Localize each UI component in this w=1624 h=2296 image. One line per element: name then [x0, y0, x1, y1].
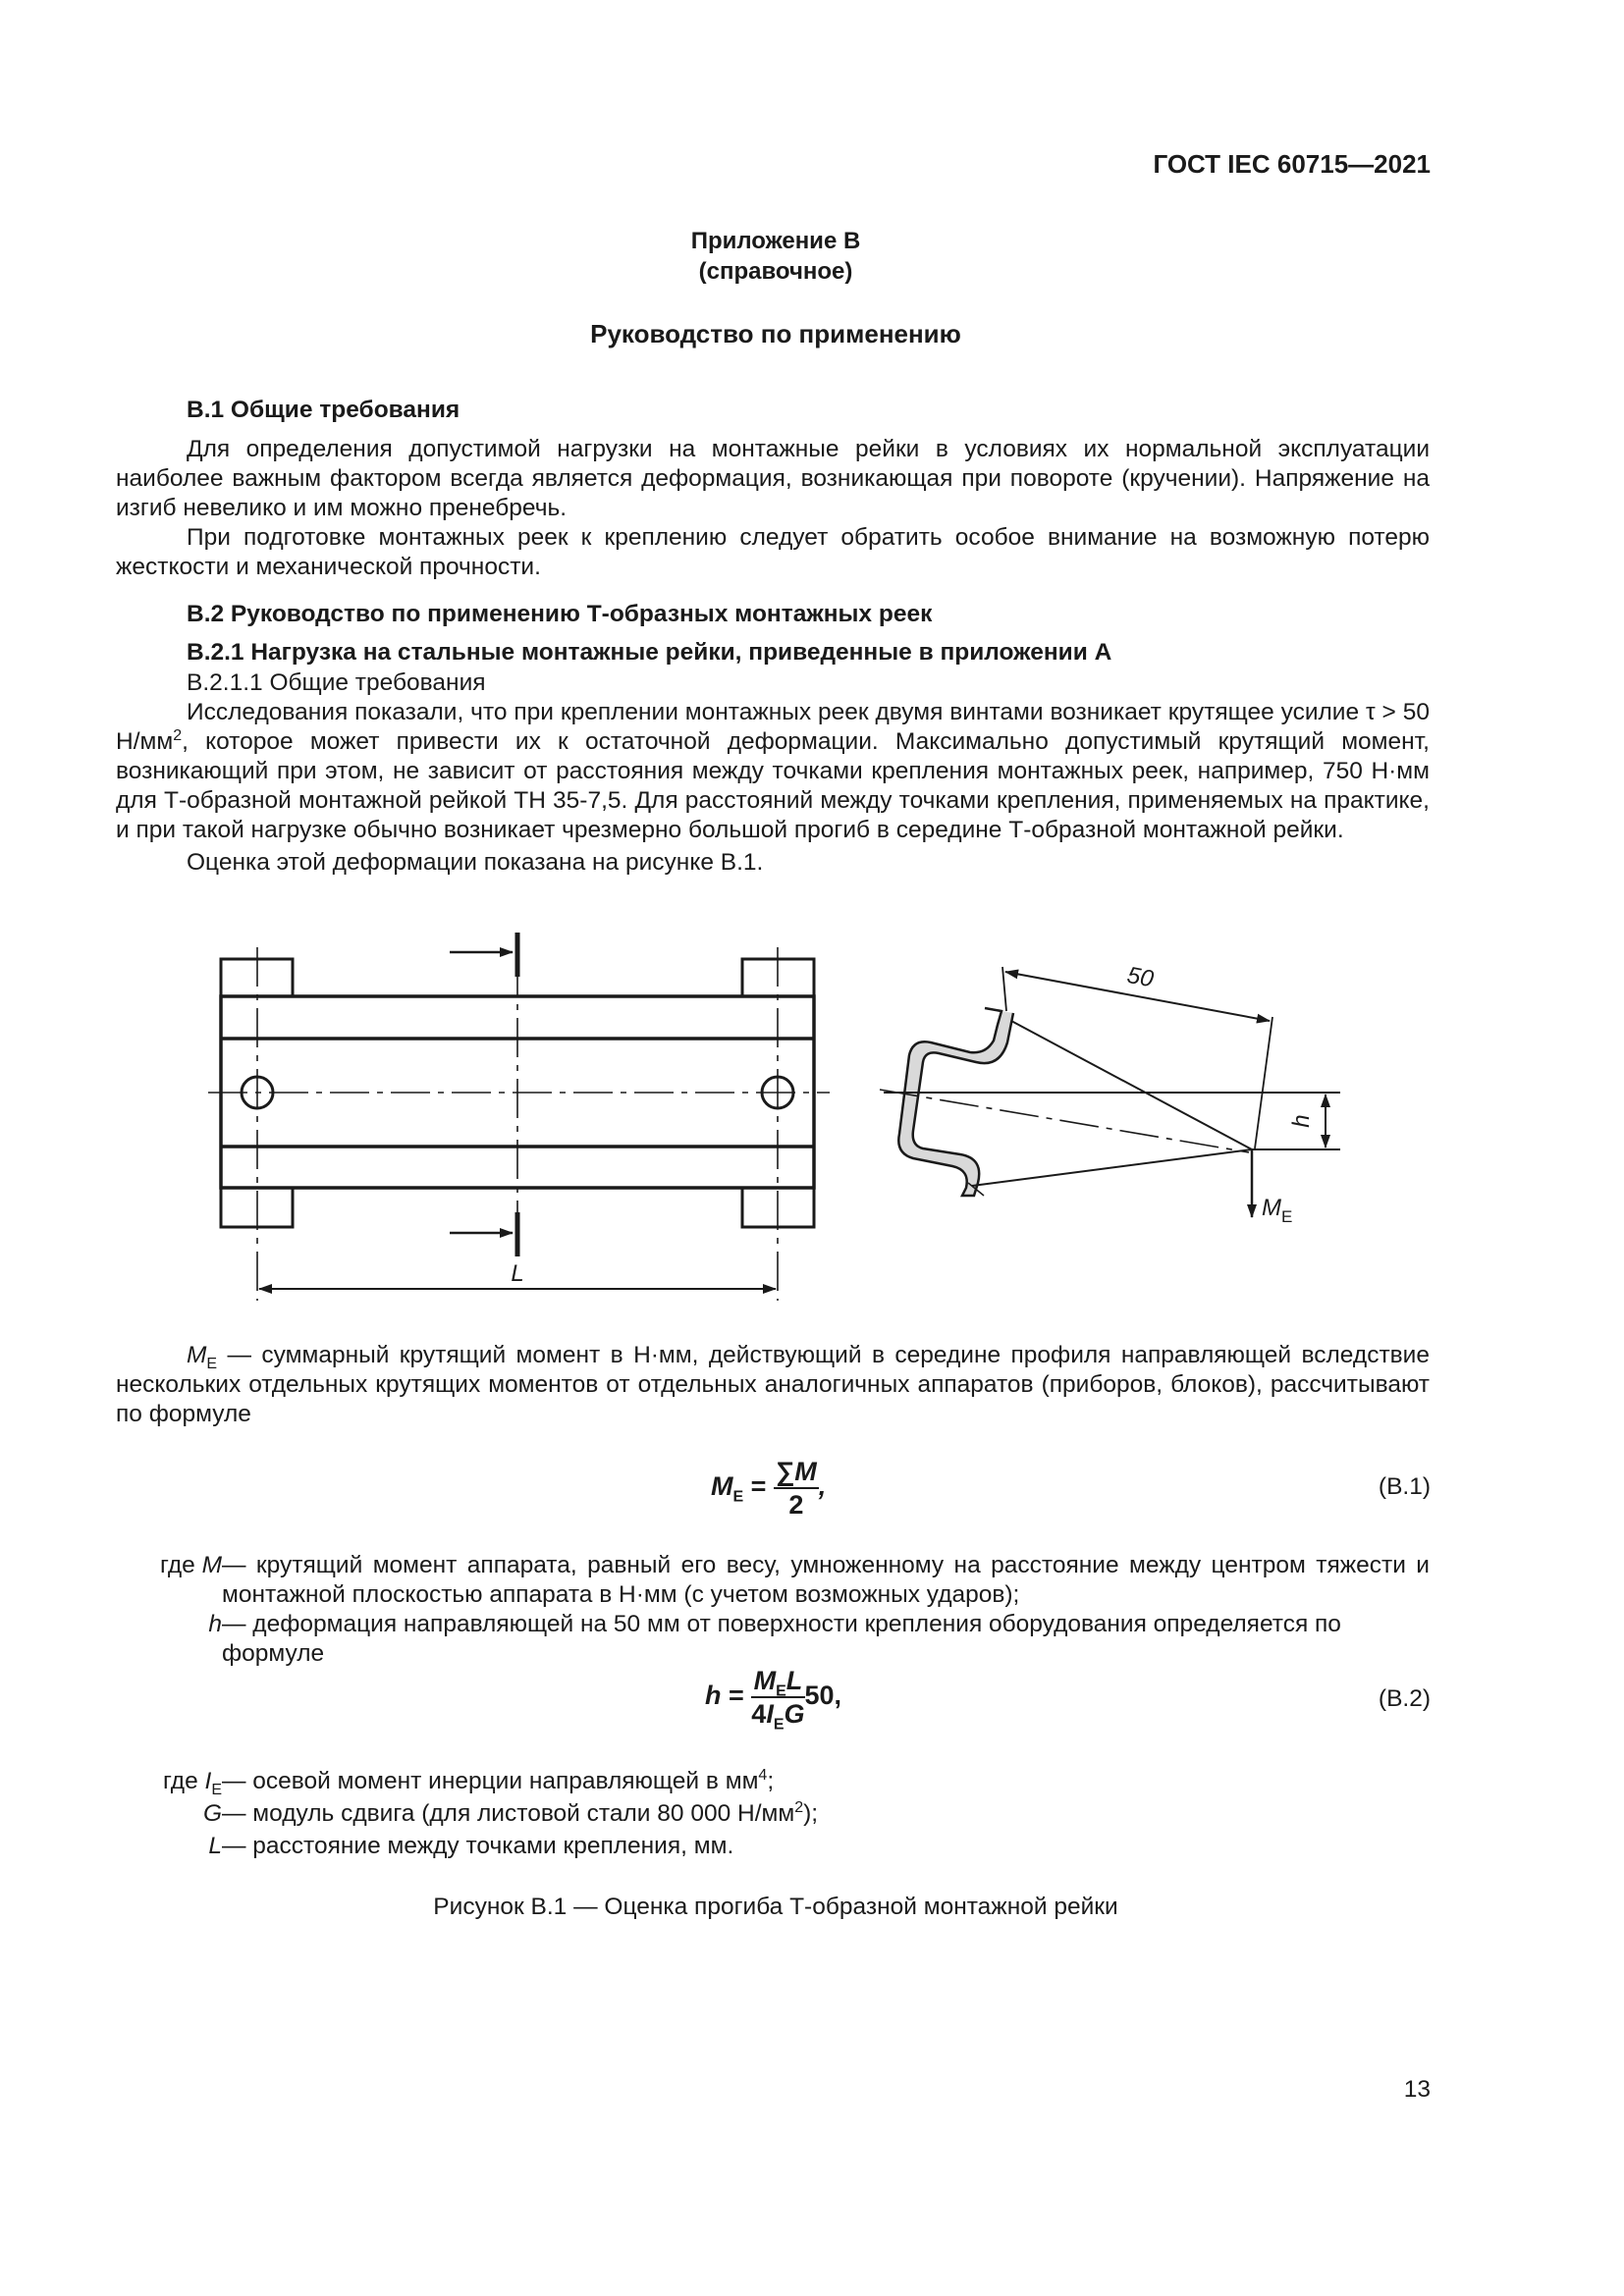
text-tail: ;: [767, 1768, 775, 1794]
annex-title: Приложение В: [690, 228, 861, 254]
dimension-label-l: L: [511, 1260, 524, 1287]
dimension-label-h: h: [1288, 1114, 1315, 1128]
where-item-m-text: — крутящий момент аппарата, равный его весу, умноженному на расстояние между центром тяжести и монтажной плоскостью аппарата в Н·мм (с учетом возможных ударов);: [222, 1552, 1430, 1608]
formula-equals: =: [743, 1471, 774, 1502]
formula-lhs: h: [705, 1681, 722, 1711]
text: , которое может привести их к остаточной деформации. Максимально допустимый крутящий момент, возникающий при этом, не зависит от расстояния между точками крепления монтажных реек, например, 750 Н·мм для Т-образной монтажной рейкой ТН 35-7,5. Для расстояний между точками крепления, применяемых на практике, и при такой нагрузке обычно возникает чрезмерно большой прогиб в середине Т-образной монтажной рейки.: [116, 728, 1430, 843]
section-b1-title: В.1 Общие требования: [187, 397, 460, 423]
formula-b1: [711, 1457, 826, 1520]
subscript: E: [206, 1355, 218, 1372]
page-number: 13: [1403, 2076, 1431, 2103]
figure-caption: Рисунок В.1 — Оценка прогиба Т-образной монтажной рейки: [433, 1894, 1118, 1920]
text: — модуль сдвига (для листовой стали 80 000 Н/мм: [222, 1800, 795, 1827]
text: — осевой момент инерции направляющей в мм: [222, 1768, 759, 1794]
formula-fraction: [774, 1457, 819, 1520]
text: — расстояние между точками крепления, мм.: [222, 1833, 734, 1859]
symbol: M: [201, 1552, 222, 1578]
formula-fraction: [751, 1666, 805, 1734]
num-symbol: M: [753, 1666, 777, 1695]
symbol: h: [208, 1611, 222, 1637]
section-b2-title: В.2 Руководство по применению Т-образных монтажных реек: [187, 601, 933, 627]
where-item-l-symbol: [116, 1832, 222, 1861]
formula-numerator: [751, 1666, 804, 1698]
section-b1-paragraph-1: Для определения допустимой нагрузки на монтажные рейки в условиях их нормальной эксплуатации наиболее важным фактором всегда является деформация, возникающая при повороте (кручении). Напряжение на изгиб невелико и им можно пренебречь.: [116, 436, 1430, 521]
formula-lhs-subscript: E: [732, 1488, 744, 1506]
subscript: E: [211, 1781, 222, 1798]
annex-status: (справочное): [698, 258, 853, 285]
section-b21-title: В.2.1 Нагрузка на стальные монтажные рейки, приведенные в приложении А: [187, 639, 1112, 666]
formula-lhs: M: [711, 1471, 733, 1502]
formula-b2: [705, 1666, 842, 1734]
document-standard-number: ГОСТ IEC 60715—2021: [1153, 149, 1431, 179]
symbol: M: [187, 1342, 207, 1368]
where-item-i-symbol: [116, 1767, 222, 1796]
formula-tail: ,: [818, 1471, 827, 1502]
section-b1-paragraph-2: При подготовке монтажных реек к креплению следует обратить особое внимание на возможную потерю жесткости и механической прочности.: [116, 524, 1430, 580]
numerator-symbol: M: [794, 1457, 817, 1486]
symbol: G: [202, 1800, 222, 1827]
formula-denominator: 2: [788, 1490, 804, 1520]
superscript: 2: [173, 726, 183, 744]
where-list-1: [0, 1551, 1624, 1667]
symbol: I: [204, 1768, 212, 1794]
annex-heading: Руководство по применению: [590, 319, 961, 348]
text: — суммарный крутящий момент в Н·мм, действующий в середине профиля направляющей вследствие нескольких отдельных крутящих моментов от отдельных аналогичных аппаратов (приборов, блоков), рассчитывают по формуле: [116, 1342, 1430, 1427]
where-item-h-text: — деформация направляющей на 50 мм от поверхности крепления оборудования определяется по формуле: [222, 1611, 1341, 1667]
where-item-m-symbol: [116, 1551, 222, 1580]
den-subscript: E: [773, 1716, 785, 1734]
rail-top-view: [208, 933, 830, 1301]
num-symbol-2: L: [785, 1666, 803, 1695]
moment-label: [1262, 1195, 1292, 1226]
formula-b1-number: (В.1): [1378, 1473, 1431, 1500]
formula-tail: 50,: [804, 1681, 842, 1711]
where-item-l-text: [222, 1832, 733, 1861]
where-list-2: [0, 1767, 1624, 1865]
where-item-i-text: [222, 1767, 774, 1796]
where-item-h-symbol: [116, 1610, 222, 1639]
section-b211-title: В.2.1.1 Общие требования: [187, 669, 486, 696]
formula-b2-number: (В.2): [1378, 1685, 1431, 1712]
sum-sign: ∑: [775, 1457, 795, 1486]
superscript: 2: [794, 1798, 804, 1816]
symbol: L: [208, 1833, 222, 1859]
where-item-g-symbol: [116, 1799, 222, 1829]
den-symbol-2: G: [784, 1699, 805, 1729]
formula-numerator: [774, 1457, 819, 1489]
text-tail: );: [803, 1800, 819, 1827]
dimension-label-50: 50: [1124, 961, 1156, 993]
rail-profile-view: [880, 967, 1340, 1217]
where-word: где: [162, 1768, 205, 1794]
den-symbol: I: [766, 1699, 774, 1729]
superscript: 4: [758, 1766, 768, 1784]
den-coef: 4: [751, 1699, 767, 1729]
num-subscript: E: [776, 1682, 786, 1700]
moment-symbol: M: [1262, 1195, 1281, 1221]
formula-equals: =: [721, 1681, 752, 1711]
section-b211-paragraph-2: Оценка этой деформации показана на рисунке В.1.: [187, 849, 764, 876]
text: Исследования показали, что при креплении монтажных реек двумя винтами возникает крутящее усилие τ > 50 Н/мм: [116, 699, 1430, 755]
where-item-g-text: [222, 1799, 818, 1829]
formula-denominator: [751, 1698, 805, 1734]
me-definition: [116, 1341, 1430, 1429]
moment-subscript: E: [1281, 1207, 1293, 1226]
where-word: где: [160, 1552, 202, 1578]
